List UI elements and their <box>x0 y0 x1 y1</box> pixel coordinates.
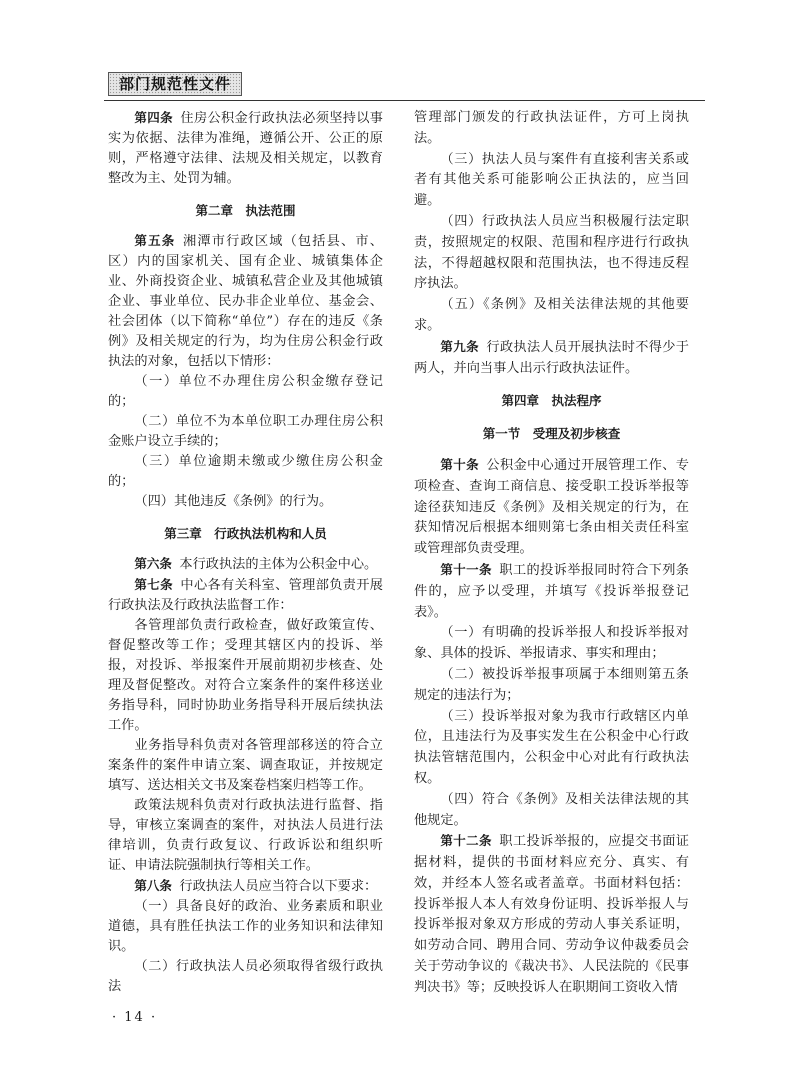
paragraph-text: （二）单位不为本单位职工办理住房公积金账户设立手续的； <box>108 414 383 449</box>
paragraph-text: 各管理部负责行政检查，做好政策宣传、督促整改等工作；受理其辖区内的投诉、举报，对投诉、举报案件开展前期初步核查、处理及督促整改。对符合立案条件的案件移送业务指导科，同时协助业务指导科开展后续执法工作。 <box>108 618 383 733</box>
header-divider <box>104 100 705 101</box>
article-number: 第六条 <box>134 556 172 571</box>
body-paragraph <box>108 452 383 492</box>
paragraph-text: （二）行政执法人员必须取得省级行政执法 <box>108 959 383 994</box>
paragraph-text: （四）符合《条例》及相关法律法规的其他规定。 <box>414 791 689 828</box>
paragraph-text: （四）其他违反《条例》的行为。 <box>134 494 333 509</box>
paragraph-text: 行政执法人员开展执法时不得少于两人，并向当事人出示行政执法证件。 <box>414 339 689 376</box>
article-paragraph <box>414 560 689 623</box>
body-paragraph <box>414 295 689 337</box>
paragraph-text: 公积金中心通过开展管理工作、专项检查、查询工商信息、接受职工投诉举报等途径获知违反《条例》及相关规定的行为，在获知情况后根据本细则第七条由相关责任科室或管理部负责受理。 <box>414 457 689 557</box>
paragraph-text: 业务指导科负责对各管理部移送的符合立案条件的案件申请立案、调查取证，并按规定填写、送达相关文书及案卷档案归档等工作。 <box>108 738 383 793</box>
paragraph-text: 湘潭市行政区域（包括县、市、区）内的国家机关、国有企业、城镇集体企业、外商投资企业、城镇私营企业及其他城镇企业、事业单位、民办非企业单位、基金会、社会团体（以下简称“单位”）存在的违反《条例》及相关规定的行为，均为住房公积金行政执法的对象，包括以下情形： <box>108 234 383 369</box>
article-paragraph <box>414 337 689 380</box>
body-paragraph <box>414 665 689 707</box>
article-number: 第五条 <box>134 233 176 248</box>
chapter-heading: 第一节 受理及初步核查 <box>482 426 621 442</box>
body-paragraph <box>108 897 383 957</box>
section-header-label: 部门规范性文件 <box>119 75 232 93</box>
article-paragraph <box>414 831 689 998</box>
chapter-heading: 第三章 行政执法机构和人员 <box>164 526 327 541</box>
article-number: 第八条 <box>134 878 172 893</box>
article-paragraph <box>414 455 689 560</box>
paragraph-text: 职工投诉举报的，应提交书面证据材料，提供的书面材料应充分、真实、有效，并经本人签名或者盖章。书面材料包括：投诉举报人本人有效身份证明、投诉举报人与投诉举报对象双方形成的劳动人事关系证明，如劳动合同、聘用合同、劳动争议仲裁委员会关于劳动争议的《裁决书》、人民法院的《民事判决书》等；反映投诉人在职期间工资收入情 <box>414 834 689 995</box>
body-paragraph <box>414 108 689 150</box>
paragraph-text: 管理部门颁发的行政执法证件，方可上岗执法。 <box>414 110 689 146</box>
body-paragraph <box>414 212 689 295</box>
chapter-heading: 第二章 执法范围 <box>195 203 296 218</box>
body-paragraph <box>414 150 689 212</box>
article-paragraph <box>108 108 383 189</box>
article-number: 第十条 <box>440 456 479 472</box>
article-number: 第九条 <box>440 338 479 354</box>
paragraph-text: 中心各有关科室、管理部负责开展行政执法及行政执法监督工作： <box>108 578 383 613</box>
body-paragraph <box>108 616 383 736</box>
body-paragraph <box>108 736 383 796</box>
article-paragraph <box>108 876 383 897</box>
paragraph-text: （二）被投诉举报事项属于本细则第五条规定的违法行为； <box>414 666 689 703</box>
paragraph-text: 职工的投诉举报同时符合下列条件的，应予以受理，并填写《投诉举报登记表》。 <box>414 562 689 620</box>
paragraph-text: （一）具备良好的政治、业务素质和职业道德，具有胜任执法工作的业务知识和法律知识。 <box>108 899 383 954</box>
paragraph-text: （三）投诉举报对象为我市行政辖区内单位，且违法行为及事实发生在公积金中心行政执法管辖范围内，公积金中心对此有行政执法权。 <box>414 708 689 786</box>
body-paragraph <box>108 372 383 412</box>
body-paragraph <box>108 412 383 452</box>
article-paragraph <box>108 231 383 372</box>
article-paragraph <box>108 554 383 575</box>
body-paragraph <box>108 796 383 876</box>
body-paragraph <box>414 623 689 665</box>
body-paragraph <box>108 957 383 997</box>
right-text-column <box>414 108 689 999</box>
paragraph-text: （一）有明确的投诉举报人和投诉举报对象、具体的投诉、举报请求、事实和理由； <box>414 625 689 662</box>
body-paragraph <box>414 790 689 832</box>
article-number: 第十一条 <box>440 561 492 577</box>
article-number: 第十二条 <box>440 833 492 849</box>
paragraph-text: 政策法规科负责对行政执法进行监督、指导，审核立案调查的案件，对执法人员进行法律培训，负责行政复议、行政诉讼和组织听证、申请法院强制执行等相关工作。 <box>108 798 383 873</box>
paragraph-text: 本行政执法的主体为公积金中心。 <box>179 557 378 572</box>
body-paragraph <box>414 707 689 790</box>
paragraph-text: 住房公积金行政执法必须坚持以事实为依据、法律为准绳，遵循公开、公正的原则，严格遵守法律、法规及相关规定，以教育整改为主、处罚为辅。 <box>108 111 383 186</box>
article-paragraph <box>108 575 383 616</box>
body-paragraph <box>108 492 383 512</box>
paragraph-text: （一）单位不办理住房公积金缴存登记的； <box>108 374 383 409</box>
paragraph-text: （三）单位逾期未缴或少缴住房公积金的； <box>108 454 383 489</box>
page-number: · 14 · <box>112 1010 158 1025</box>
article-number: 第四条 <box>134 110 173 125</box>
paragraph-text: （三）执法人员与案件有直接利害关系或者有其他关系可能影响公正执法的，应当回避。 <box>414 151 689 209</box>
section-header-tag <box>108 72 242 96</box>
paragraph-text: 行政执法人员应当符合以下要求： <box>179 879 378 894</box>
paragraph-text: （四）行政执法人员应当积极履行法定职责，按照规定的权限、范围和程序进行行政执法，不得超越权限和范围执法，也不得违反程序执法。 <box>414 213 689 292</box>
chapter-heading: 第四章 执法程序 <box>501 393 602 409</box>
article-number: 第七条 <box>134 577 173 592</box>
paragraph-text: （五）《条例》及相关法律法规的其他要求。 <box>414 297 689 333</box>
left-text-column <box>108 108 383 997</box>
